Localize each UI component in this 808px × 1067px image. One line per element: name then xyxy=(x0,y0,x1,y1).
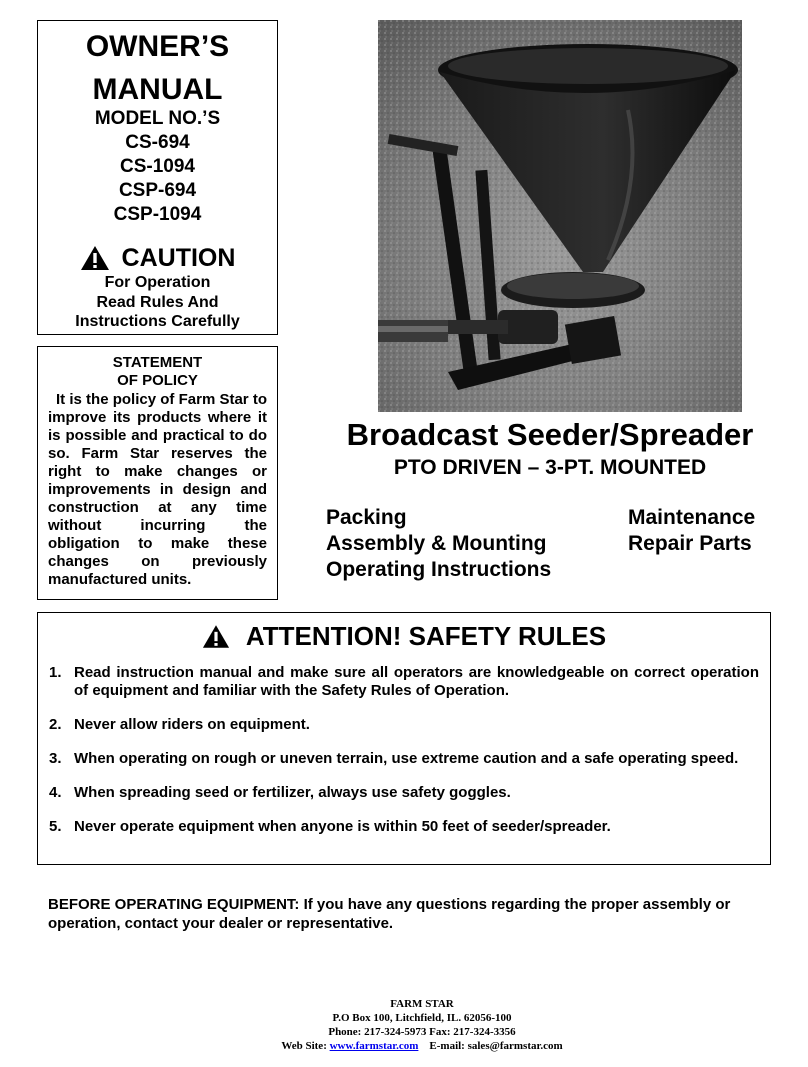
warning-triangle-icon xyxy=(202,624,230,649)
contents-item: Operating Instructions xyxy=(326,558,552,581)
product-title: Broadcast Seeder/Spreader xyxy=(346,417,754,452)
caution-text-line: Instructions Carefully xyxy=(75,313,240,330)
contents-item: Packing xyxy=(326,506,407,529)
owners-manual-box xyxy=(37,20,278,335)
manual-title-line2: MANUAL xyxy=(92,73,223,106)
company-phone: Phone: 217-324-5973 Fax: 217-324-3356 xyxy=(328,1026,516,1038)
safety-heading xyxy=(38,619,770,653)
rule-number: 5. xyxy=(49,818,62,835)
safety-rule xyxy=(49,750,759,768)
rule-text: When spreading seed or fertilizer, always use safety goggles. xyxy=(74,784,511,801)
caution-heading xyxy=(38,243,277,273)
model-number: CSP-694 xyxy=(118,180,197,201)
website-link[interactable]: www.farmstar.com xyxy=(329,1040,419,1052)
caution-text-line: For Operation xyxy=(104,274,211,291)
product-photo xyxy=(378,20,742,412)
company-name: FARM STAR xyxy=(390,998,454,1010)
safety-title: ATTENTION! SAFETY RULES xyxy=(245,621,607,651)
safety-rule xyxy=(49,664,759,700)
safety-rule xyxy=(49,818,759,836)
web-label: Web Site: xyxy=(281,1040,327,1052)
safety-rules-list xyxy=(38,664,770,836)
rule-text: When operating on rough or uneven terrain, use extreme caution and a safe operating speed. xyxy=(74,750,739,767)
product-heading xyxy=(300,416,800,482)
rule-number: 3. xyxy=(49,750,62,767)
safety-rule xyxy=(49,716,759,734)
contents-item: Repair Parts xyxy=(628,532,752,555)
rule-number: 4. xyxy=(49,784,62,801)
manual-title-line1: OWNER’S xyxy=(85,30,230,63)
model-number: CS-694 xyxy=(125,132,190,153)
rule-text: Never allow riders on equipment. xyxy=(74,716,310,733)
policy-statement-box xyxy=(37,346,278,600)
policy-heading-line2: OF POLICY xyxy=(117,372,198,389)
policy-heading-line1: STATEMENT xyxy=(112,354,203,371)
safety-rules-box xyxy=(37,612,771,865)
company-email: E-mail: sales@farmstar.com xyxy=(429,1040,563,1052)
rule-text: Read instruction manual and make sure all operators are knowledgeable on correct operation of equipment and familiar with the Safety Rules of Operation. xyxy=(74,664,759,699)
warning-triangle-icon xyxy=(80,245,110,271)
caution-label: CAUTION xyxy=(121,244,236,272)
rule-number: 2. xyxy=(49,716,62,733)
model-heading: MODEL NO.’S xyxy=(94,108,221,129)
contents-item: Maintenance xyxy=(628,506,756,529)
before-operating-note: BEFORE OPERATING EQUIPMENT: If you have any questions regarding the proper assembly or operation, contact your dealer or representative. xyxy=(48,896,731,932)
company-address: P.O Box 100, Litchfield, IL. 62056-100 xyxy=(332,1012,512,1024)
contents-list-left xyxy=(326,505,551,583)
contents-item: Assembly & Mounting xyxy=(326,532,547,555)
safety-rule xyxy=(49,784,759,802)
rule-number: 1. xyxy=(49,664,62,681)
model-number: CS-1094 xyxy=(120,156,195,177)
policy-heading xyxy=(38,354,277,390)
rule-text: Never operate equipment when anyone is within 50 feet of seeder/spreader. xyxy=(74,818,611,835)
contents-list-right xyxy=(628,505,755,557)
model-number: CSP-1094 xyxy=(113,204,202,225)
company-footer xyxy=(200,997,644,1053)
product-subtitle: PTO DRIVEN – 3-PT. MOUNTED xyxy=(393,456,707,479)
company-web-line xyxy=(200,1039,644,1053)
policy-body: It is the policy of Farm Star to improve its products where it is possible and practical to do so. Farm Star reserves the right to make changes or improvements in design and construction at any time without incurring the obligation to make these changes on previously manufactured units. xyxy=(48,391,267,588)
caution-text-line: Read Rules And xyxy=(96,293,219,311)
